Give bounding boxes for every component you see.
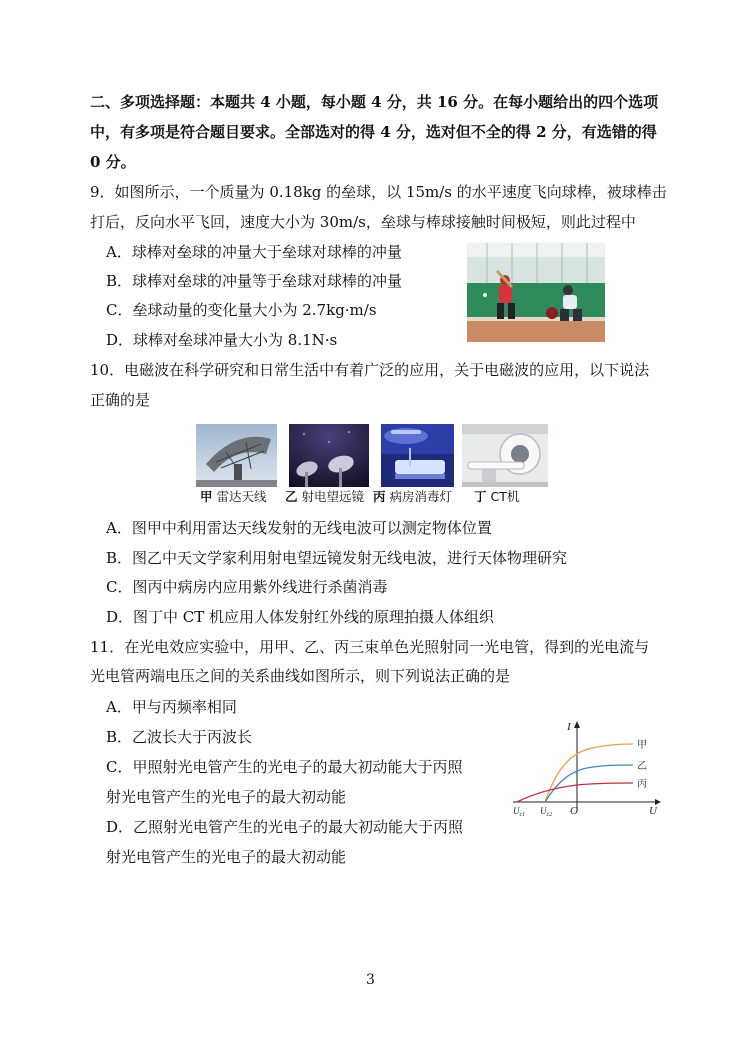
y-axis-arrow (574, 721, 580, 728)
label-uc2 (540, 806, 552, 818)
q9-option-d: D．球棒对垒球冲量大小为 8.1N·s (106, 331, 338, 349)
section-header-line-2: 中，有多项是符合题目要求。全部选对的得 4 分，选对但不全的得 2 分，有选错的得 (90, 123, 657, 141)
q9-stem-line-2: 打后，反向水平飞回，速度大小为 30m/s，垒球与棒球接触时间极短，则此过程中 (90, 213, 636, 231)
y-axis-label: I (567, 721, 571, 733)
caption-jia (200, 489, 267, 505)
page-number: 3 (366, 972, 375, 988)
q11-option-c-line-2: 射光电管产生的光电子的最大初动能 (106, 788, 347, 806)
q10-option-b: B．图乙中天文学家利用射电望远镜发射无线电波，进行天体物理研究 (106, 549, 568, 567)
photoelectric-iu-graph (505, 718, 665, 818)
caption-ding (474, 489, 519, 505)
caption-yi-text: 射电望远镜 (301, 489, 365, 504)
caption-jia-text: 雷达天线 (216, 489, 267, 504)
radio-telescope-photo (289, 424, 369, 487)
origin-label: O (570, 805, 578, 817)
q11-stem-line-2: 光电管两端电压之间的关系曲线如图所示，则下列说法正确的是 (90, 667, 511, 685)
radar-antenna-photo (196, 424, 277, 487)
q11-option-c-line-1: C．甲照射光电管产生的光电子的最大初动能大于丙照 (106, 758, 463, 776)
curve-label-bing: 丙 (637, 779, 647, 790)
sterilization-lamp-photo (381, 424, 454, 487)
caption-bing-text: 病房消毒灯 (389, 489, 453, 504)
curve-jia (545, 744, 633, 802)
caption-bing-mark: 丙 (373, 489, 386, 504)
label-uc2-sub: c2 (546, 812, 553, 818)
q10-stem-line-1: 10．电磁波在科学研究和日常生活中有着广泛的应用，关于电磁波的应用，以下说法 (90, 361, 650, 379)
ct-machine-photo (462, 424, 548, 487)
q9-stem-line-1: 9．如图所示，一个质量为 0.18kg 的垒球，以 15m/s 的水平速度飞向球棒，被球棒击 (90, 183, 667, 201)
q10-stem-line-2: 正确的是 (90, 391, 151, 409)
label-uc1 (513, 806, 525, 818)
q10-option-a: A．图甲中利用雷达天线发射的无线电波可以测定物体位置 (106, 519, 492, 537)
softball-batter-photo (467, 243, 605, 342)
caption-yi-mark: 乙 (285, 489, 298, 504)
label-uc1-main: U (513, 806, 520, 816)
caption-ding-text: CT机 (490, 489, 520, 504)
q10-option-d: D．图丁中 CT 机应用人体发射红外线的原理拍摄人体组织 (106, 608, 495, 626)
curve-label-yi: 乙 (637, 761, 647, 772)
caption-ding-mark: 丁 (474, 489, 487, 504)
section-header-line-1: 二、多项选择题：本题共 4 小题，每小题 4 分，共 16 分。在每小题给出的四个选项 (90, 93, 659, 111)
caption-jia-mark: 甲 (200, 489, 213, 504)
curve-bing (517, 783, 633, 802)
curve-label-jia: 甲 (637, 740, 647, 751)
caption-yi (285, 489, 364, 505)
q9-option-b: B．球棒对垒球的冲量等于垒球对球棒的冲量 (106, 272, 403, 290)
q11-option-a: A．甲与丙频率相同 (106, 698, 237, 716)
section-header-line-3: 0 分。 (90, 153, 136, 171)
q11-stem-line-1: 11．在光电效应实验中，用甲、乙、丙三束单色光照射同一光电管，得到的光电流与 (90, 638, 650, 656)
caption-bing (373, 489, 452, 505)
q11-option-d-line-1: D．乙照射光电管产生的光电子的最大初动能大于丙照 (106, 818, 464, 836)
label-uc2-main: U (540, 806, 547, 816)
q10-option-c: C．图丙中病房内应用紫外线进行杀菌消毒 (106, 578, 388, 596)
x-axis-label: U (649, 805, 657, 817)
q9-option-a: A．球棒对垒球的冲量大于垒球对球棒的冲量 (106, 243, 402, 261)
q11-option-d-line-2: 射光电管产生的光电子的最大初动能 (106, 848, 347, 866)
q9-option-c: C．垒球动量的变化量大小为 2.7kg·m/s (106, 301, 377, 319)
label-uc1-sub: c1 (519, 812, 526, 818)
q11-option-b: B．乙波长大于丙波长 (106, 728, 253, 746)
